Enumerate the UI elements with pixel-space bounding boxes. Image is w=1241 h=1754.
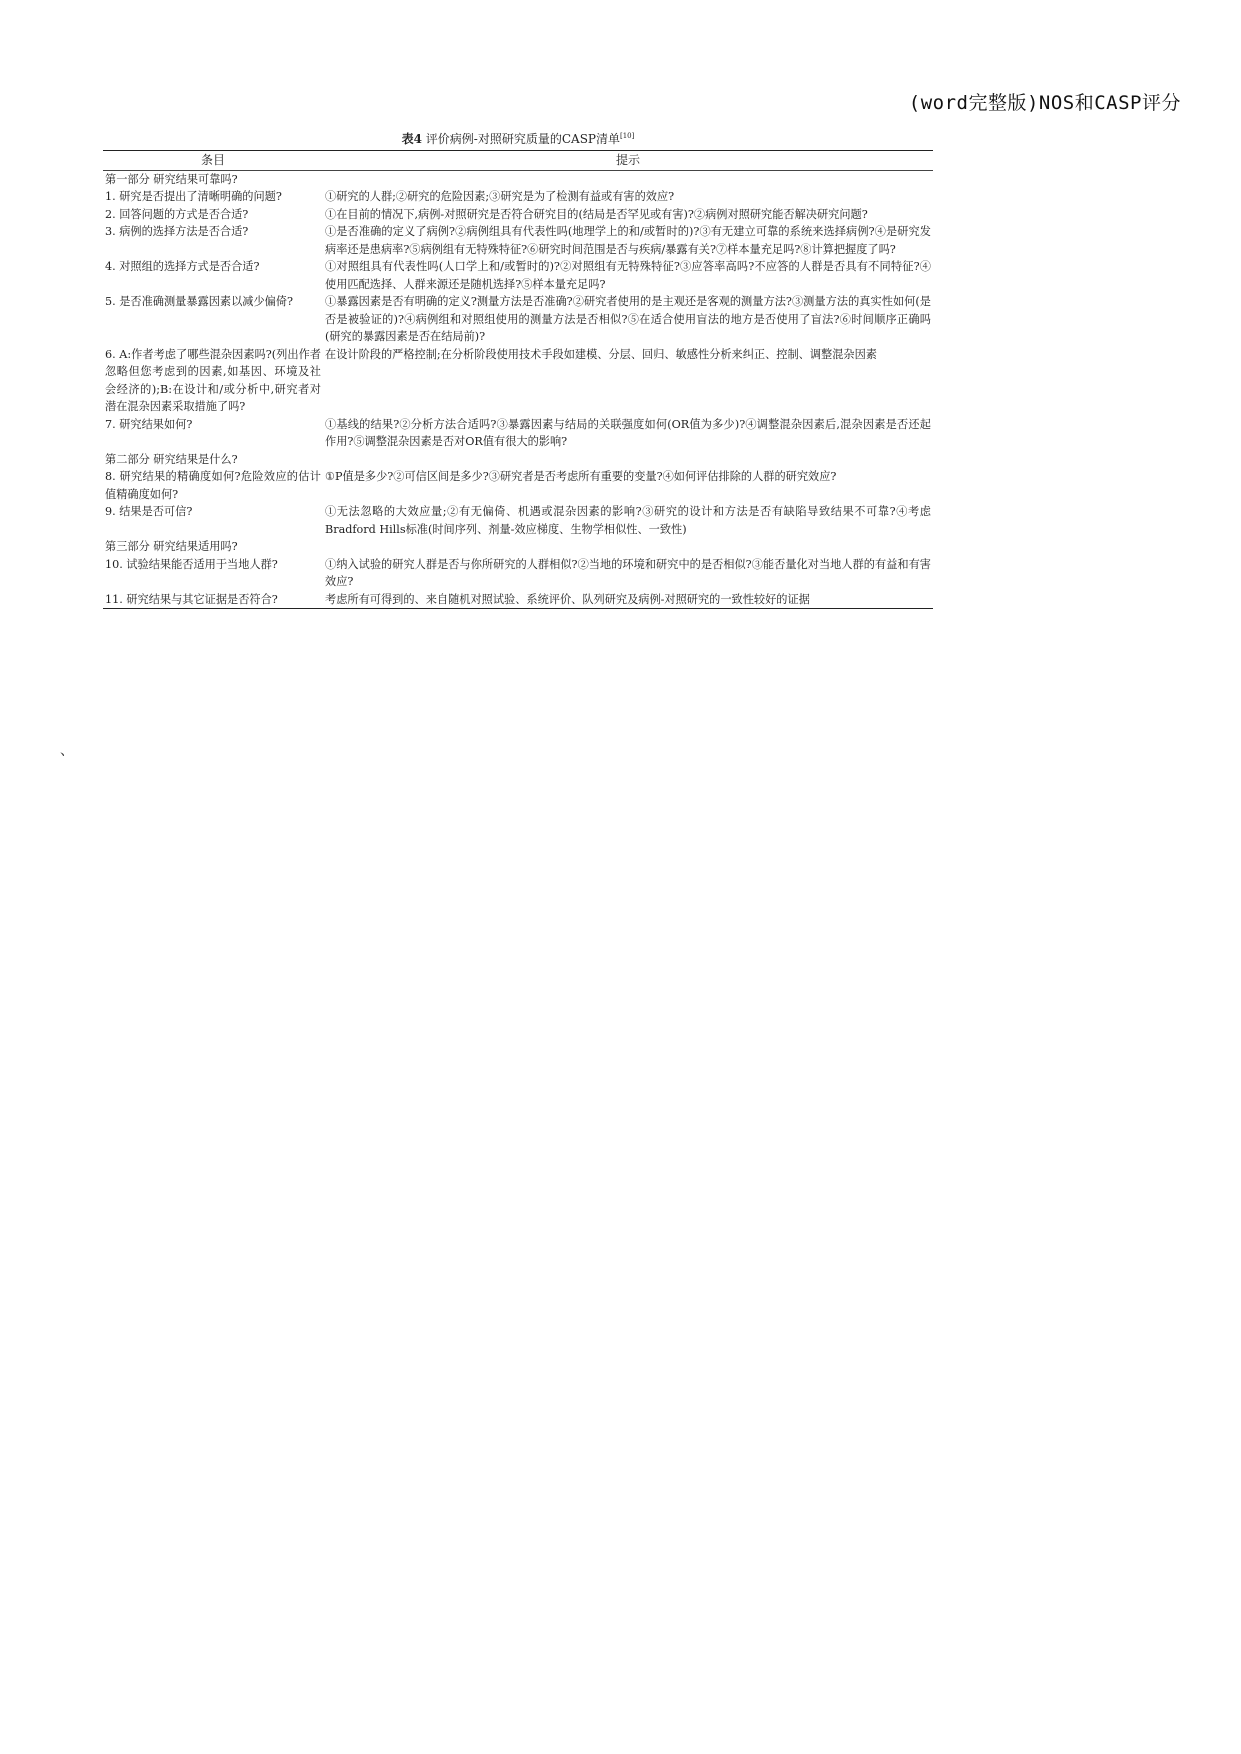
hint-cell: 在设计阶段的严格控制;在分析阶段使用技术手段如建模、分层、回归、敏感性分析来纠正、控制、调整混杂因素 — [325, 347, 877, 361]
table-row — [103, 556, 933, 591]
table-title — [103, 130, 933, 147]
item-cell: 9. 结果是否可信? — [105, 505, 193, 518]
hint-cell: ①研究的人群;②研究的危险因素;③研究是为了检测有益或有害的效应? — [325, 190, 675, 203]
table-row — [103, 293, 933, 346]
hint-cell: ①在目前的情况下,病例-对照研究是否符合研究目的(结局是否罕见或有害)?②病例对照研究能否解决研究问题? — [325, 207, 868, 221]
section-row — [103, 538, 933, 556]
item-cell: 1. 研究是否提出了清晰明确的问题? — [105, 190, 282, 203]
section-title: 第一部分 研究结果可靠吗? — [105, 172, 238, 186]
table-title-reference: [10] — [620, 132, 635, 140]
table-row — [103, 346, 933, 416]
stray-punctuation-mark: 、 — [60, 743, 74, 759]
hint-cell: ①P值是多少?②可信区间是多少?③研究者是否考虑所有重要的变量?④如何评估排除的人群的研究效应? — [325, 470, 837, 483]
section-title: 第三部分 研究结果适用吗? — [105, 540, 238, 553]
hint-cell: ①基线的结果?②分析方法合适吗?③暴露因素与结局的关联强度如何(OR值为多少)?④调整混杂因素后,混杂因素是否还起作用?⑤调整混杂因素是否对OR值有很大的影响? — [325, 417, 931, 448]
table-header-row — [103, 151, 933, 171]
item-cell: 2. 回答问题的方式是否合适? — [105, 207, 249, 221]
hint-cell: ①纳入试验的研究人群是否与你所研究的人群相似?②当地的环境和研究中的是否相似?③能否量化对当地人群的有益和有害效应? — [325, 557, 931, 588]
document-header: (word完整版)NOS和CASP评分 — [908, 92, 1181, 114]
table-title-text: 评价病例-对照研究质量的CASP清单 — [421, 132, 620, 146]
column-header-hint: 提示 — [323, 151, 933, 171]
table-row — [103, 223, 933, 258]
item-cell: 7. 研究结果如何? — [105, 417, 193, 431]
hint-cell: ①是否准确的定义了病例?②病例组具有代表性吗(地理学上的和/或暂时的)?③有无建立可靠的系统来选择病例?④是研究发病率还是患病率?⑤病例组有无特殊特征?⑥研究时间范围是否与疾病/暴露有关?⑦样本量充足吗?⑧计算把握度了吗? — [325, 225, 931, 256]
table-row — [103, 188, 933, 206]
table-body — [103, 170, 933, 609]
table-row — [103, 468, 933, 503]
section-row — [103, 170, 933, 188]
item-cell: 6. A:作者考虑了哪些混杂因素吗?(列出作者忽略但您考虑到的因素,如基因、环境及社会经济的);B:在设计和/或分析中,研究者对潜在混杂因素采取措施了吗? — [105, 347, 321, 413]
hint-cell: ①对照组具有代表性吗(人口学上和/或暂时的)?②对照组有无特殊特征?③应答率高吗?不应答的人群是否具有不同特征?④使用匹配选择、人群来源还是随机选择?⑤样本量充足吗? — [325, 260, 931, 291]
table-row — [103, 258, 933, 293]
casp-table-container — [103, 130, 933, 609]
hint-cell: 考虑所有可得到的、来自随机对照试验、系统评价、队列研究及病例-对照研究的一致性较好的证据 — [325, 592, 810, 606]
item-cell: 4. 对照组的选择方式是否合适? — [105, 260, 260, 273]
item-cell: 5. 是否准确测量暴露因素以减少偏倚? — [105, 295, 294, 308]
section-row — [103, 451, 933, 469]
table-row — [103, 416, 933, 451]
table-row — [103, 503, 933, 538]
hint-cell: ①暴露因素是否有明确的定义?测量方法是否准确?②研究者使用的是主观还是客观的测量方法?③测量方法的真实性如何(是否是被验证的)?④病例组和对照组使用的测量方法是否相似?⑤在适合使用盲法的地方是否使用了盲法?⑥时间顺序正确吗(研究的暴露因素是否在结局前)? — [325, 295, 931, 343]
table-title-number: 表4 — [401, 132, 422, 146]
column-header-item: 条目 — [103, 151, 323, 171]
table-row — [103, 206, 933, 224]
hint-cell: ①无法忽略的大效应量;②有无偏倚、机遇或混杂因素的影响?③研究的设计和方法是否有缺陷导致结果不可靠?④考虑Bradford Hills标准(时间序列、剂量-效应梯度、生物学相似性、一致性) — [325, 505, 931, 536]
item-cell: 3. 病例的选择方法是否合适? — [105, 225, 249, 238]
item-cell: 8. 研究结果的精确度如何?危险效应的估计值精确度如何? — [105, 470, 321, 501]
table-row — [103, 591, 933, 609]
item-cell: 11. 研究结果与其它证据是否符合? — [105, 592, 278, 606]
section-title: 第二部分 研究结果是什么? — [105, 452, 238, 466]
casp-checklist-table — [103, 150, 933, 609]
item-cell: 10. 试验结果能否适用于当地人群? — [105, 557, 278, 571]
